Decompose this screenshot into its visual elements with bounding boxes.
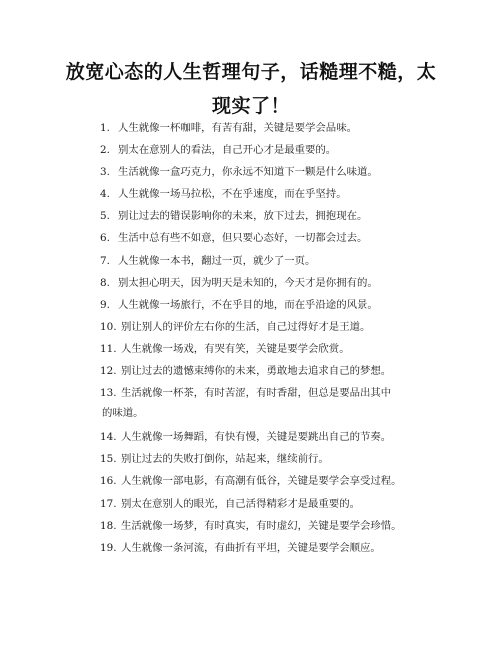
item-text: 别太在意别人的眼光，自己活得精彩才是最重要的。 (121, 497, 360, 510)
item-text: 人生就像一部电影，有高潮有低谷，关键是要学会享受过程。 (121, 475, 402, 488)
item-number: 16. (100, 475, 117, 488)
item-number: 5. (100, 210, 110, 223)
item-text: 别让过去的错误影响你的未来，放下过去，拥抱现在。 (118, 210, 368, 223)
list-item (0, 144, 502, 157)
item-text: 别让过去的遗憾束缚你的未来，勇敢地去追求自己的梦想。 (121, 365, 392, 378)
item-number: 19. (100, 541, 117, 554)
item-text: 生活就像一场梦，有时真实，有时虚幻，关键是要学会珍惜。 (121, 519, 402, 532)
list-item (0, 365, 502, 378)
list-item (0, 232, 502, 245)
list-item (0, 255, 502, 268)
item-text: 人生就像一条河流，有曲折有平坦，关键是要学会顺应。 (121, 541, 381, 554)
item-text: 人生就像一场舞蹈，有快有慢，关键是要跳出自己的节奏。 (121, 431, 392, 444)
list-item (0, 166, 502, 179)
item-number: 7. (100, 254, 110, 267)
item-text: 别让过去的失败打倒你，站起来，继续前行。 (121, 453, 329, 466)
item-number: 12. (100, 365, 117, 378)
list-item (0, 210, 502, 223)
item-number: 14. (100, 431, 117, 444)
item-text: 人生就像一场戏，有哭有笑，关键是要学会欣赏。 (121, 342, 350, 355)
list-item (0, 343, 502, 356)
item-text: 别太担心明天，因为明天是未知的，今天才是你拥有的。 (118, 276, 378, 289)
item-number: 1. (100, 122, 110, 134)
item-number: 9. (100, 298, 110, 311)
list-item (0, 542, 502, 555)
item-number: 15. (100, 453, 117, 466)
item-number: 11. (100, 342, 117, 355)
list-item (0, 453, 502, 466)
list-item (0, 299, 502, 312)
item-text: 生活中总有些不如意，但只要心态好，一切都会过去。 (118, 232, 368, 245)
item-text: 生活就像一杯茶，有时苦涩，有时香甜，但总是要品出其中 (121, 387, 392, 400)
item-text-continued: 的味道。 (102, 407, 144, 420)
item-number: 4. (100, 188, 110, 201)
document-title-line2: 现实了！ (211, 95, 290, 117)
list-item (0, 431, 502, 444)
item-text: 人生就像一场旅行，不在乎目的地，而在乎沿途的风景。 (118, 298, 378, 311)
item-number: 6. (100, 232, 110, 245)
list-item (0, 277, 502, 290)
document-title-line1: 放宽心态的人生哲理句子，话糙理不糙，太 (65, 61, 437, 83)
item-number: 3. (100, 166, 110, 179)
item-number: 13. (100, 387, 117, 400)
item-text: 人生就像一杯咖啡，有苦有甜，关键是要学会品味。 (118, 122, 357, 134)
item-text: 人生就像一本书，翻过一页，就少了一页。 (118, 254, 316, 267)
item-number: 17. (100, 497, 117, 510)
item-text: 别太在意别人的看法，自己开心才是最重要的。 (118, 144, 337, 157)
quote-list (0, 122, 502, 564)
item-number: 18. (100, 519, 117, 532)
list-item (0, 387, 502, 420)
list-item (0, 475, 502, 488)
item-text: 人生就像一场马拉松，不在乎速度，而在乎坚持。 (118, 188, 347, 201)
item-number: 2. (100, 144, 110, 157)
list-item (0, 498, 502, 511)
list-item (0, 321, 502, 334)
item-number: 8. (100, 276, 110, 289)
list-item (0, 520, 502, 533)
list-item (0, 122, 502, 135)
item-text: 生活就像一盒巧克力，你永远不知道下一颗是什么味道。 (118, 166, 378, 179)
item-number: 10. (100, 320, 117, 333)
item-text: 别让别人的评价左右你的生活，自己过得好才是王道。 (121, 320, 371, 333)
list-item (0, 188, 502, 201)
